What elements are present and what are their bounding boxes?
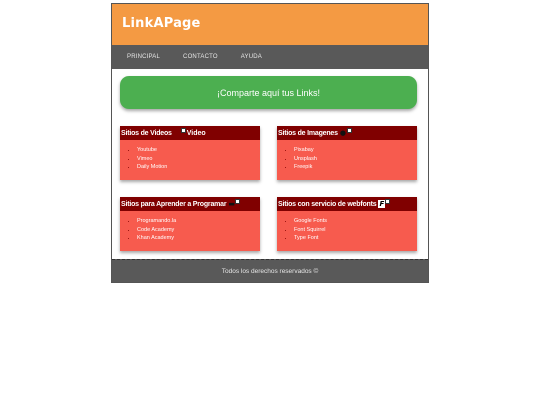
share-links-banner[interactable] bbox=[120, 76, 417, 109]
broken-image-icon bbox=[235, 199, 240, 204]
link-khan-academy[interactable]: Khan Academy bbox=[137, 235, 174, 241]
card-image-sites bbox=[277, 126, 417, 180]
keyboard-icon: ▬ bbox=[228, 199, 236, 208]
link-type-font[interactable]: Type Font bbox=[294, 235, 319, 241]
card-title: Sitios de Videos bbox=[121, 129, 172, 137]
list-item[interactable] bbox=[137, 155, 260, 164]
card-header bbox=[120, 126, 260, 140]
list-item[interactable] bbox=[137, 146, 260, 155]
link-google-fonts[interactable]: Google Fonts bbox=[294, 218, 328, 224]
link-pixabay[interactable]: Pixabay bbox=[294, 147, 314, 153]
card-title: Sitios para Aprender a Programar bbox=[121, 200, 227, 208]
link-freepik[interactable]: Freepik bbox=[294, 164, 313, 170]
site-header bbox=[112, 4, 428, 45]
main-nav bbox=[112, 45, 428, 69]
link-list bbox=[120, 146, 260, 172]
camera-icon: ● bbox=[339, 128, 346, 137]
nav-link-principal[interactable]: PRINCIPAL bbox=[127, 54, 161, 60]
broken-image-icon bbox=[385, 199, 390, 204]
card-video-sites bbox=[120, 126, 260, 180]
broken-image-icon bbox=[181, 128, 186, 133]
video-icon bbox=[174, 129, 186, 138]
list-item[interactable] bbox=[294, 226, 417, 235]
link-daily-motion[interactable]: Daily Motion bbox=[137, 164, 168, 170]
link-list bbox=[120, 217, 260, 243]
list-item[interactable] bbox=[294, 146, 417, 155]
link-vimeo[interactable]: Vimeo bbox=[137, 155, 153, 162]
list-item[interactable] bbox=[137, 163, 260, 172]
list-item[interactable] bbox=[294, 217, 417, 226]
page-container bbox=[111, 3, 429, 283]
site-logo[interactable]: LinkAPage bbox=[122, 16, 201, 31]
icon-alt-label: Video bbox=[186, 129, 206, 137]
list-item[interactable] bbox=[294, 163, 417, 172]
card-header bbox=[277, 197, 417, 211]
link-programando[interactable]: Programando.la bbox=[137, 218, 177, 224]
link-list bbox=[277, 146, 417, 172]
card-title: Sitios con servicio de webfonts bbox=[278, 200, 377, 208]
list-item[interactable] bbox=[294, 234, 417, 243]
nav-link-ayuda[interactable]: AYUDA bbox=[240, 54, 262, 60]
list-item[interactable] bbox=[137, 234, 260, 243]
card-title: Sitios de Imagenes bbox=[278, 129, 338, 137]
link-font-squirrel[interactable]: Font Squirrel bbox=[294, 226, 326, 233]
nav-link-contacto[interactable]: CONTACTO bbox=[183, 54, 218, 60]
code-icon bbox=[228, 200, 240, 209]
site-footer bbox=[112, 259, 428, 282]
image-icon bbox=[340, 129, 352, 138]
card-webfont-sites bbox=[277, 197, 417, 251]
link-list bbox=[277, 217, 417, 243]
card-header bbox=[120, 197, 260, 211]
letter-f-icon: F bbox=[379, 199, 385, 208]
broken-image-icon bbox=[347, 128, 352, 133]
link-youtube[interactable]: Youtube bbox=[137, 147, 157, 153]
font-icon bbox=[378, 200, 390, 209]
list-item[interactable] bbox=[294, 155, 417, 164]
copyright-text: Todos los derechos reservados © bbox=[221, 267, 319, 275]
card-programming-sites bbox=[120, 197, 260, 251]
banner-text: ¡Comparte aquí tus Links! bbox=[216, 87, 321, 98]
link-unsplash[interactable]: Unsplash bbox=[294, 155, 317, 162]
link-code-academy[interactable]: Code Academy bbox=[137, 226, 175, 233]
list-item[interactable] bbox=[137, 217, 260, 226]
list-item[interactable] bbox=[137, 226, 260, 235]
card-header bbox=[277, 126, 417, 140]
